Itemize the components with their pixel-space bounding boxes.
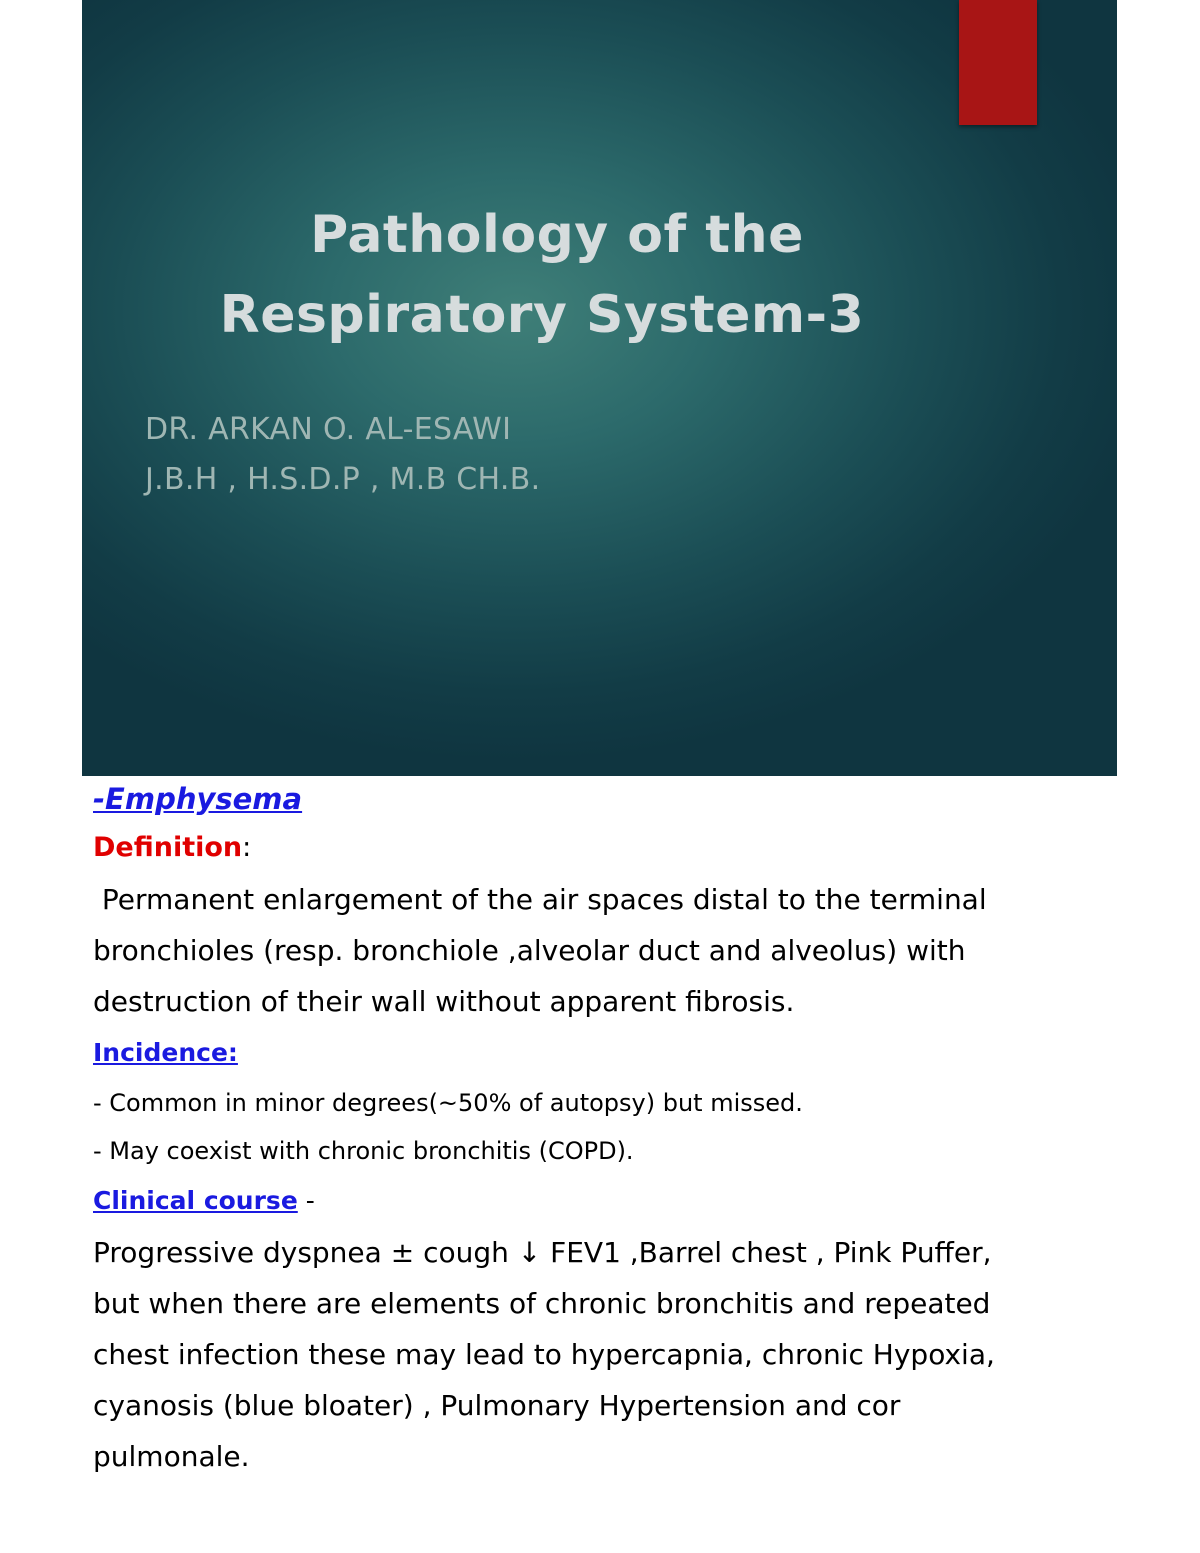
slide-title-line-2: Respiratory System-3 <box>219 285 865 345</box>
definition-colon: : <box>242 832 252 863</box>
clinical-line: pulmonale. <box>93 1440 250 1473</box>
slide-subtitle <box>145 405 540 505</box>
definition-line: bronchioles (resp. bronchiole ,alveolar duct and alveolus) with <box>93 934 966 967</box>
slide-title <box>82 195 1002 355</box>
clinical-line: chest infection these may lead to hypercapnia, chronic Hypoxia, <box>93 1338 995 1371</box>
slide-credentials: J.B.H , H.S.D.P , M.B CH.B. <box>145 462 541 497</box>
section-heading-emphysema: -Emphysema <box>93 782 303 816</box>
slide-title-line-1: Pathology of the <box>310 205 804 265</box>
clinical-course-label: Clinical course <box>93 1186 298 1215</box>
slide-author: DR. ARKAN O. AL-ESAWI <box>145 412 512 447</box>
definition-line: Permanent enlargement of the air spaces distal to the terminal <box>93 883 987 916</box>
clinical-line: Progressive dyspnea ± cough ↓ FEV1 ,Barrel chest , Pink Puffer, <box>93 1236 992 1269</box>
incidence-item: - May coexist with chronic bronchitis (COPD). <box>93 1137 634 1165</box>
incidence-label-line <box>93 1027 1093 1079</box>
title-slide-image <box>82 0 1117 776</box>
incidence-item: - Common in minor degrees(~50% of autopsy) but missed. <box>93 1089 803 1117</box>
incidence-label: Incidence: <box>93 1038 238 1067</box>
definition-label-line <box>93 822 1093 874</box>
definition-label: Definition <box>93 832 243 863</box>
clinical-label-line <box>93 1175 1093 1227</box>
clinical-line: but when there are elements of chronic bronchitis and repeated <box>93 1287 991 1320</box>
definition-text <box>93 874 1093 1027</box>
red-accent-tab <box>959 0 1037 125</box>
clinical-course-text <box>93 1227 1093 1482</box>
clinical-line: cyanosis (blue bloater) , Pulmonary Hypertension and cor <box>93 1389 901 1422</box>
document-body <box>93 776 1093 1482</box>
definition-line: destruction of their wall without apparent fibrosis. <box>93 985 795 1018</box>
clinical-suffix: - <box>297 1186 315 1215</box>
